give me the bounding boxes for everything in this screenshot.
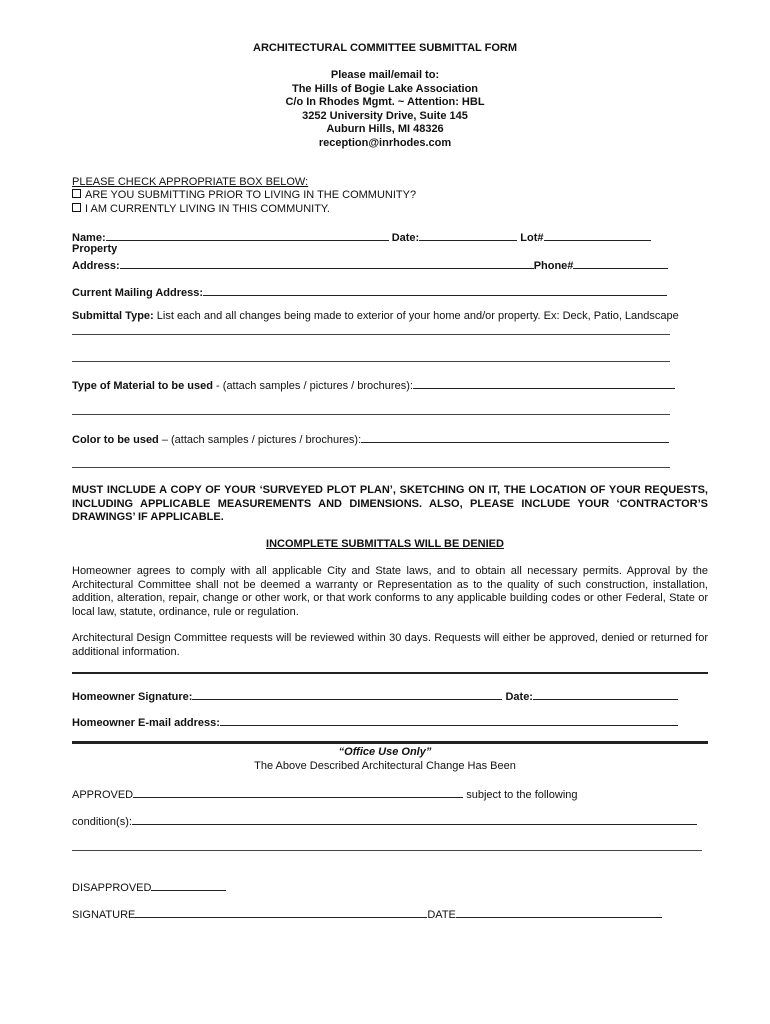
mailing-row — [72, 284, 667, 299]
phone-label: Phone# — [533, 260, 574, 272]
office-use-subtitle: The Above Described Architectural Change Has Been — [254, 760, 516, 772]
homeowner-date-label: Date: — [505, 691, 533, 703]
mail-instruction: Please mail/email to: — [330, 69, 440, 81]
address-row — [72, 257, 668, 272]
homeowner-email-field[interactable] — [220, 714, 678, 726]
office-date-field[interactable] — [456, 906, 662, 918]
mailing-label: Current Mailing Address: — [72, 287, 203, 299]
check-heading: PLEASE CHECK APPROPRIATE BOX BELOW: — [72, 176, 309, 188]
date-label: Date: — [391, 232, 420, 244]
option-currently-living[interactable] — [72, 203, 330, 215]
material-instructions: - (attach samples / pictures / brochures): — [213, 380, 413, 392]
office-signature-label: SIGNATURE — [72, 909, 136, 921]
homeowner-email-label: Homeowner E-mail address: — [72, 717, 220, 729]
color-instructions: – (attach samples / pictures / brochures): — [158, 434, 362, 446]
office-date-label: DATE — [427, 909, 456, 921]
office-signature-row — [72, 906, 662, 921]
office-divider — [72, 741, 708, 744]
color-row — [72, 431, 669, 446]
material-line-2[interactable] — [72, 414, 670, 415]
conditions-field[interactable] — [132, 813, 697, 825]
approved-row — [72, 786, 578, 801]
conditions-line-2[interactable] — [72, 850, 702, 851]
material-row — [72, 377, 675, 392]
management-line: C/o In Rhodes Mgmt. ~ Attention: HBL — [285, 96, 485, 108]
material-label: Type of Material to be used — [72, 380, 213, 392]
association-name: The Hills of Bogie Lake Association — [291, 83, 479, 95]
disapproved-field[interactable] — [151, 879, 226, 891]
conditions-row — [72, 813, 697, 828]
disapproved-row — [72, 879, 226, 894]
conditions-label: condition(s): — [72, 816, 132, 828]
color-line-2[interactable] — [72, 467, 670, 468]
street-address: 3252 University Drive, Suite 145 — [302, 110, 468, 122]
color-label: Color to be used — [72, 434, 159, 446]
approved-field[interactable] — [133, 786, 463, 798]
lot-field[interactable] — [544, 229, 651, 241]
submittal-instructions: List each and all changes being made to exterior of your home and/or property. Ex: Deck, Patio, Landscape — [156, 310, 679, 322]
checkbox-icon[interactable] — [72, 189, 81, 198]
contact-email: reception@inrhodes.com — [318, 137, 452, 149]
address-label: Address: — [72, 260, 120, 272]
lot-label: Lot# — [520, 232, 544, 244]
disapproved-label: DISAPPROVED — [72, 882, 152, 894]
approved-label: APPROVED — [72, 789, 134, 801]
form-title: ARCHITECTURAL COMMITTEE SUBMITTAL FORM — [253, 42, 517, 54]
homeowner-signature-field[interactable] — [192, 688, 502, 700]
submittal-row — [72, 310, 679, 322]
plot-plan-notice: MUST INCLUDE A COPY OF YOUR ‘SURVEYED PLOT PLAN’, SKETCHING ON IT, THE LOCATION OF YOUR REQUESTS, INCLUDING APPLICABLE MEASUREMENTS AND DIMENSIONS. ALSO, PLEASE INCLUDE YOUR ‘CONTRACTOR’S DRAWINGS’ IF APPLICABLE. — [72, 484, 708, 523]
property-label: Property — [72, 243, 118, 255]
address-field[interactable] — [120, 257, 534, 269]
option-current-label: I AM CURRENTLY LIVING IN THIS COMMUNITY. — [85, 203, 330, 215]
compliance-paragraph: Homeowner agrees to comply with all applicable City and State laws, and to obtain all necessary permits. Approval by the Architectural Committee shall not be deemed a warranty or Representation as to the quality of such construction, installation, addition, alteration, repair, change or other work, or that work conforms to any applicable building codes or other Federal, State or local law, statute, ordinance, rule or regulation. — [72, 565, 708, 618]
homeowner-date-field[interactable] — [533, 688, 678, 700]
subject-to-label: subject to the following — [466, 789, 578, 801]
review-paragraph: Architectural Design Committee requests will be reviewed within 30 days. Requests will either be approved, denied or returned for additional information. — [72, 632, 708, 658]
email-row — [72, 714, 678, 729]
name-row — [72, 229, 651, 244]
submittal-line-2[interactable] — [72, 361, 670, 362]
office-use-title: “Office Use Only” — [338, 746, 432, 758]
material-field[interactable] — [413, 377, 675, 389]
mailing-field[interactable] — [203, 284, 667, 296]
name-label: Name: — [72, 232, 106, 244]
submittal-label: Submittal Type: — [72, 310, 154, 322]
submittal-line-1[interactable] — [72, 334, 670, 335]
office-signature-field[interactable] — [135, 906, 427, 918]
phone-field[interactable] — [573, 257, 668, 269]
date-field[interactable] — [419, 229, 517, 241]
homeowner-signature-label: Homeowner Signature: — [72, 691, 193, 703]
denied-notice: INCOMPLETE SUBMITTALS WILL BE DENIED — [266, 538, 504, 550]
option-prior-label: ARE YOU SUBMITTING PRIOR TO LIVING IN THE COMMUNITY? — [85, 189, 417, 201]
section-divider — [72, 672, 708, 674]
name-field[interactable] — [106, 229, 389, 241]
city-address: Auburn Hills, MI 48326 — [326, 123, 444, 135]
checkbox-icon[interactable] — [72, 203, 81, 212]
option-prior-living[interactable] — [72, 189, 416, 201]
color-field[interactable] — [361, 431, 669, 443]
signature-row — [72, 688, 678, 703]
